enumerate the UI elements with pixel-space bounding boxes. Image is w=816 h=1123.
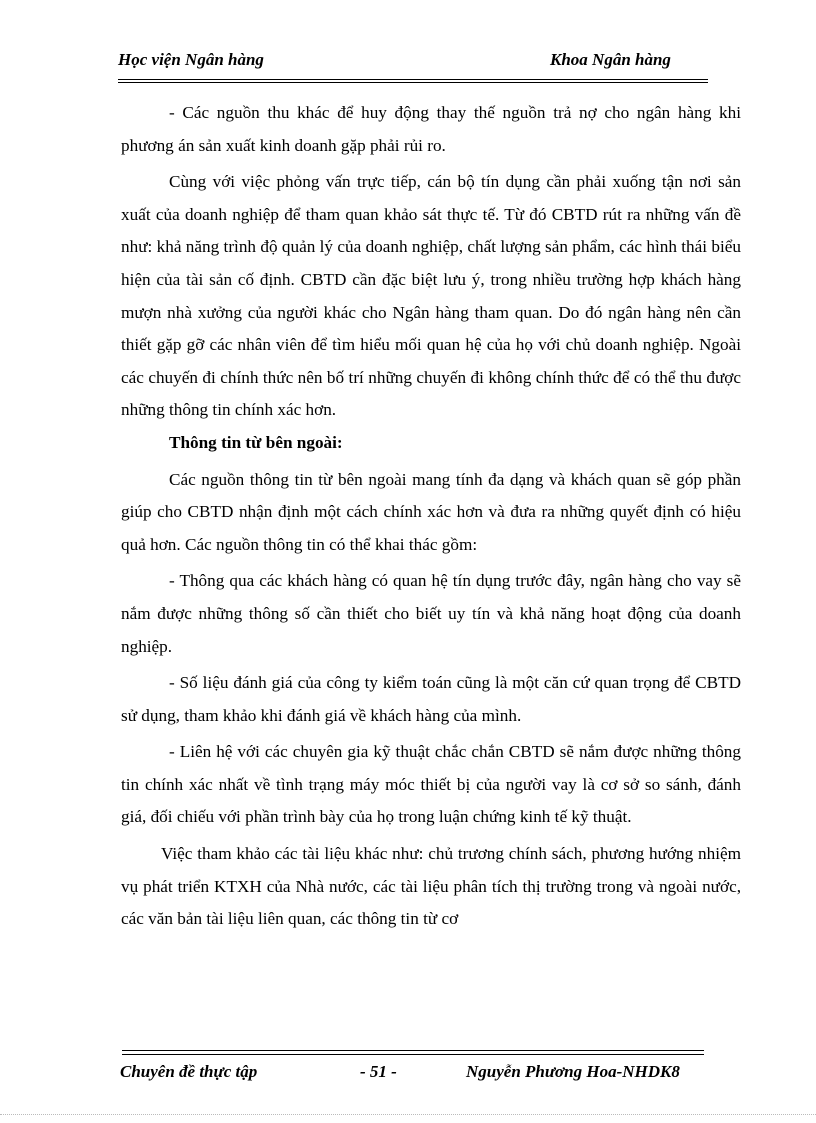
footer-title: Chuyên đề thực tập — [120, 1062, 258, 1081]
footer-rule-secondary — [122, 1054, 704, 1055]
footer-author: Nguyễn Phương Hoa-NHDK8 — [466, 1062, 680, 1081]
header-faculty: Khoa Ngân hàng — [550, 50, 671, 69]
paragraph-audit-data: - Số liệu đánh giá của công ty kiểm toán cũng là một căn cứ quan trọng để CBTD sử dụng, tham khảo khi đánh giá về khách hàng của mình. — [121, 673, 741, 725]
paragraph-external-sources: Các nguồn thông tin từ bên ngoài mang tính đa dạng và khách quan sẽ góp phần giúp cho CBTD nhận định một cách chính xác hơn và đưa ra những quyết định có hiệu quả hơn. Các nguồn thông tin có thể khai thác gồm: — [121, 469, 741, 554]
paragraph-technical-experts: - Liên hệ với các chuyên gia kỹ thuật chắc chắn CBTD sẽ nắm được những thông tin chính xác nhất về tình trạng máy móc thiết bị của người vay là cơ sở so sánh, đánh giá, đối chiếu với phần trình bày của họ trong luận chứng kinh tế kỹ thuật. — [121, 742, 741, 827]
document-body — [121, 97, 741, 936]
header-institution: Học viện Ngân hàng — [118, 50, 264, 69]
paragraph-prior-customers: - Thông qua các khách hàng có quan hệ tín dụng trước đây, ngân hàng cho vay sẽ nắm được những thông số cần thiết cho biết uy tín và khả năng hoạt động của doanh nghiệp. — [121, 571, 741, 656]
section-heading-external-info: Thông tin từ bên ngoài: — [169, 432, 343, 452]
header-rule — [118, 79, 708, 80]
page-footer — [120, 1062, 720, 1086]
footer-rule — [122, 1050, 704, 1051]
page-bottom-edge — [0, 1114, 816, 1115]
header-rule-secondary — [118, 82, 708, 83]
paragraph-site-visit: Cùng với việc phỏng vấn trực tiếp, cán bộ tín dụng cần phải xuống tận nơi sản xuất của doanh nghiệp để tham quan khảo sát thực tế. Từ đó CBTD rút ra những vấn đề như: khả năng trình độ quản lý của doanh nghiệp, chất lượng sản phẩm, các hình thái biểu hiện của tài sản cố định. CBTD cần đặc biệt lưu ý, trong nhiều trường hợp khách hàng mượn nhà xưởng của người khác cho Ngân hàng tham quan. Do đó ngân hàng nên cần thiết gặp gỡ các nhân viên để tìm hiểu mối quan hệ của họ với chủ doanh nghiệp. Ngoài các chuyến đi chính thức nên bố trí những chuyến đi không chính thức để có thể thu được những thông tin chính xác hơn. — [121, 172, 741, 420]
paragraph-other-sources: - Các nguồn thu khác để huy động thay thế nguồn trả nợ cho ngân hàng khi phương án sản xuất kinh doanh gặp phải rủi ro. — [121, 103, 741, 155]
page-number: - 51 - — [360, 1062, 397, 1081]
paragraph-other-documents: Việc tham khảo các tài liệu khác như: chủ trương chính sách, phương hướng nhiệm vụ phát triển KTXH của Nhà nước, các tài liệu phân tích thị trường trong và ngoài nước, các văn bản tài liệu liên quan, các thông tin từ cơ — [121, 844, 741, 929]
page-header — [118, 50, 718, 76]
